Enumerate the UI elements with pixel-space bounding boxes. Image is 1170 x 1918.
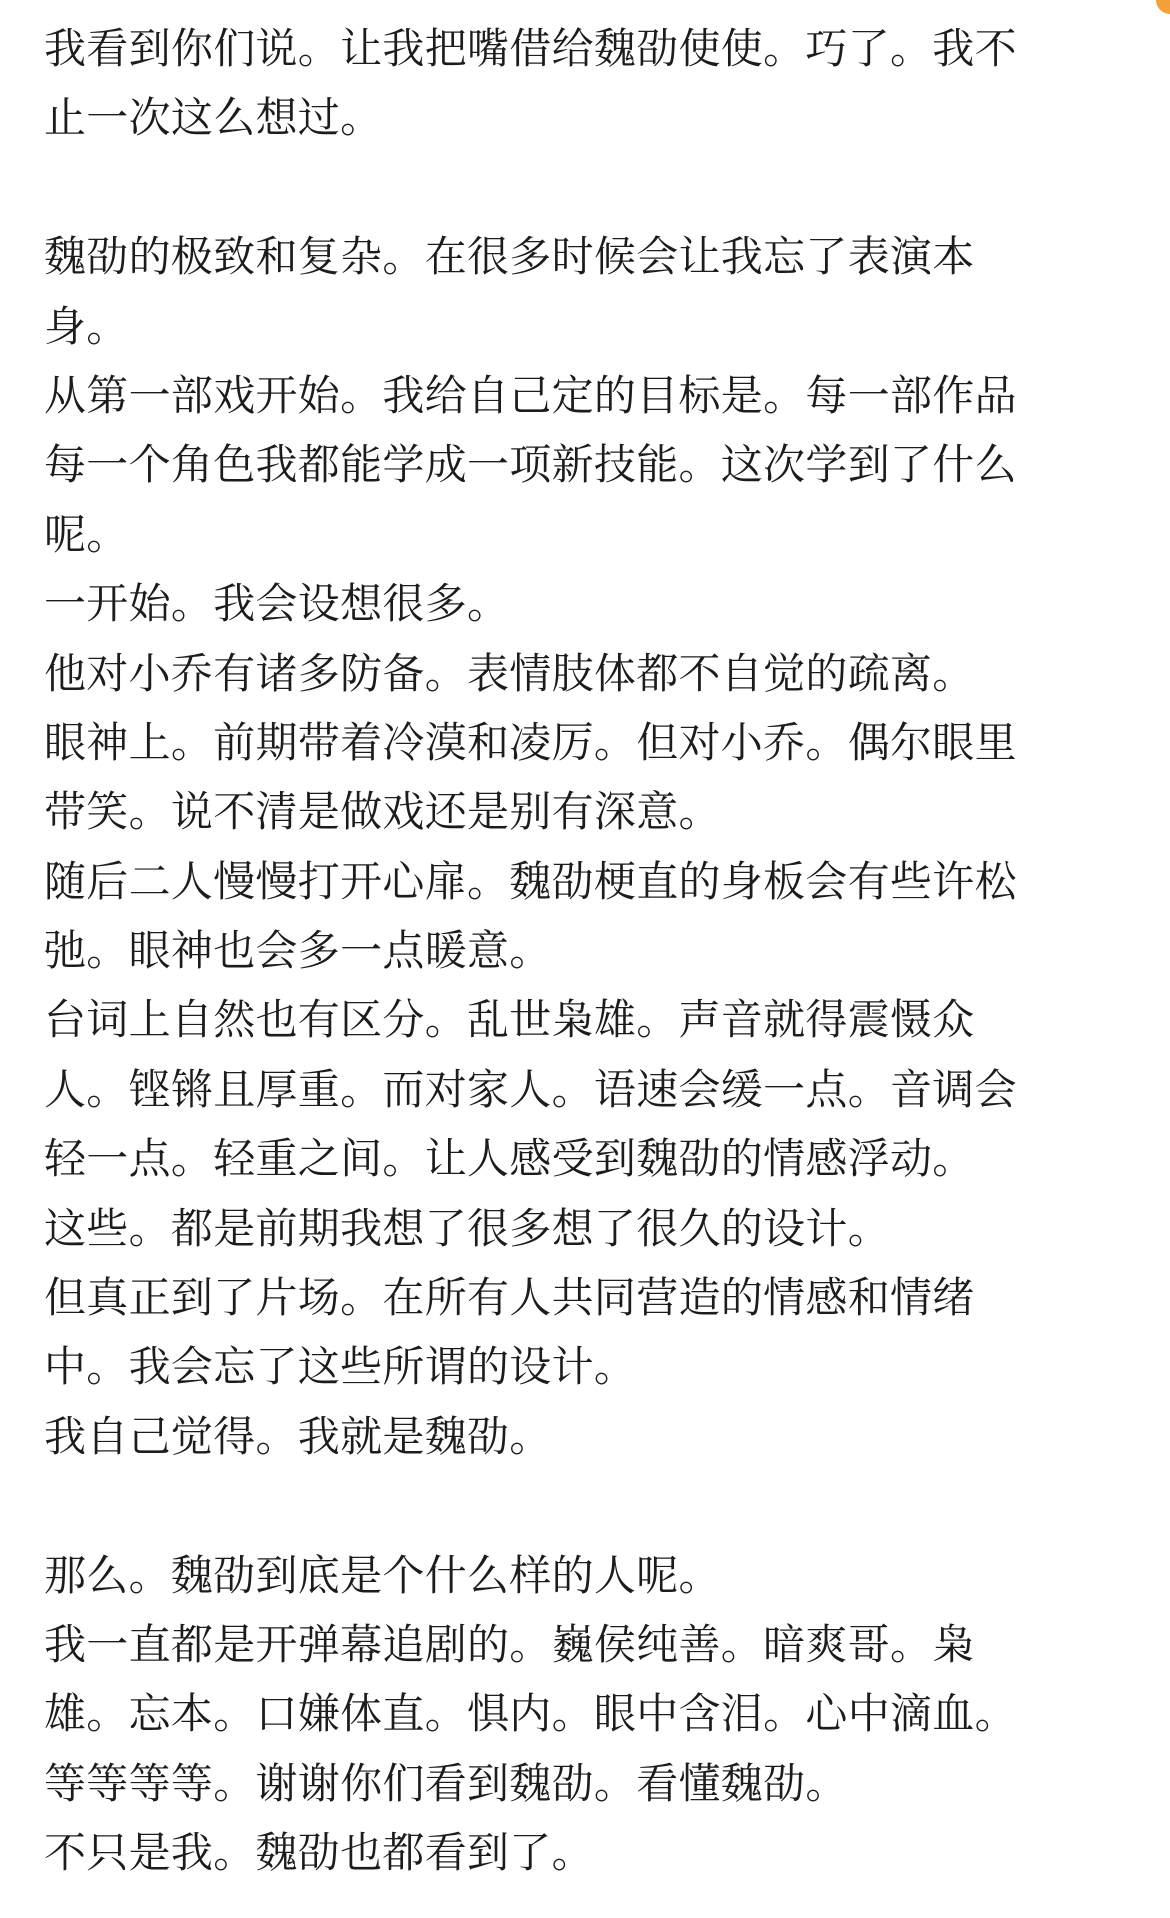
text-line: 他对小乔有诸多防备。表情肢体都不自觉的疏离。 xyxy=(44,648,975,698)
text-line: 带笑。说不清是做戏还是别有深意。 xyxy=(44,787,721,837)
text-line: 但真正到了片场。在所有人共同营造的情感和情绪 xyxy=(44,1273,975,1323)
post-body xyxy=(44,14,1134,1888)
paragraph-gap xyxy=(44,153,1134,222)
text-line: 随后二人慢慢打开心扉。魏劭梗直的身板会有些许松 xyxy=(44,856,1017,906)
text-line: 从第一部戏开始。我给自己定的目标是。每一部作品 xyxy=(44,370,1017,420)
text-line: 魏劭的极致和复杂。在很多时候会让我忘了表演本 xyxy=(44,232,975,282)
text-line: 弛。眼神也会多一点暖意。 xyxy=(44,926,552,976)
text-line: 不只是我。魏劭也都看到了。 xyxy=(44,1828,594,1878)
text-line: 呢。 xyxy=(44,509,129,559)
text-line: 人。铿锵且厚重。而对家人。语速会缓一点。音调会 xyxy=(44,1064,1017,1114)
text-line: 止一次这么想过。 xyxy=(44,93,383,143)
text-line: 我一直都是开弹幕追剧的。巍侯纯善。暗爽哥。枭 xyxy=(44,1619,975,1669)
text-line: 一开始。我会设想很多。 xyxy=(44,579,510,629)
corner-accent xyxy=(1156,0,1170,14)
paragraph-gap xyxy=(44,1471,1134,1540)
text-line: 雄。忘本。口嫌体直。惧内。眼中含泪。心中滴血。 xyxy=(44,1689,1017,1739)
text-line: 轻一点。轻重之间。让人感受到魏劭的情感浮动。 xyxy=(44,1134,975,1184)
text-line: 那么。魏劭到底是个什么样的人呢。 xyxy=(44,1550,721,1600)
text-line: 每一个角色我都能学成一项新技能。这次学到了什么 xyxy=(44,440,1017,490)
paragraph-3 xyxy=(44,1541,1134,1888)
text-line: 身。 xyxy=(44,301,129,351)
paragraph-1 xyxy=(44,14,1134,153)
text-line: 台词上自然也有区分。乱世枭雄。声音就得震慑众 xyxy=(44,995,975,1045)
text-line: 等等等等。谢谢你们看到魏劭。看懂魏劭。 xyxy=(44,1758,848,1808)
text-line: 眼神上。前期带着冷漠和凌厉。但对小乔。偶尔眼里 xyxy=(44,717,1017,767)
text-line: 这些。都是前期我想了很多想了很久的设计。 xyxy=(44,1203,891,1253)
text-line: 我看到你们说。让我把嘴借给魏劭使使。巧了。我不 xyxy=(44,24,1017,73)
text-line: 我自己觉得。我就是魏劭。 xyxy=(44,1411,552,1461)
paragraph-2 xyxy=(44,222,1134,1471)
text-line: 中。我会忘了这些所谓的设计。 xyxy=(44,1342,637,1392)
